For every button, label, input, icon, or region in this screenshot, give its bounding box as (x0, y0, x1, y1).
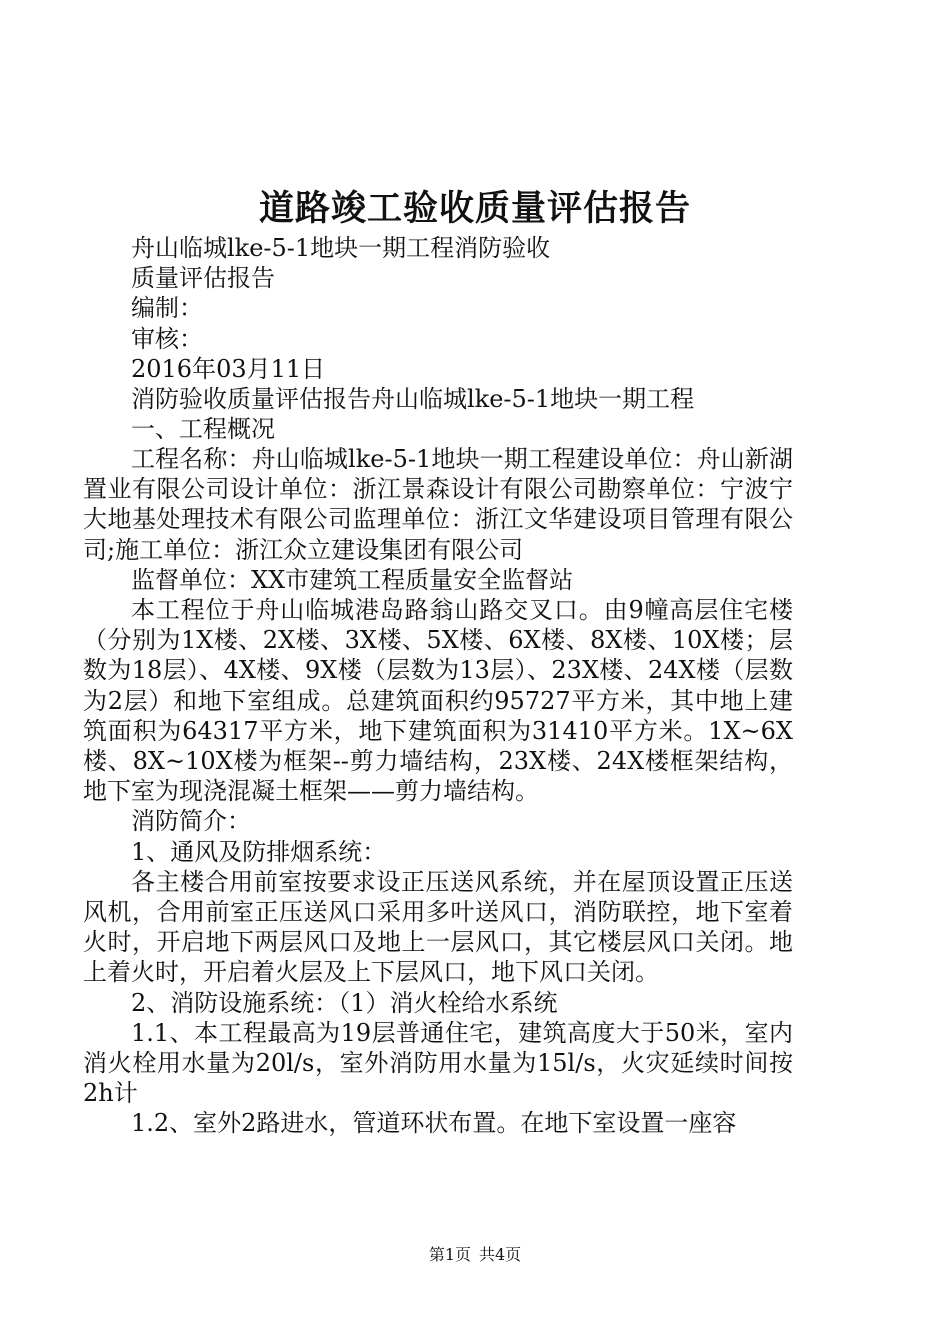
document-title: 道路竣工验收质量评估报告 (258, 188, 691, 229)
paragraph-hydrant-water: 1.1、本工程最高为19层普通住宅，建筑高度大于50米，室内消火栓用水量为20l/s，室外消防用水量为15l/s，火灾延续时间按2h计 (83, 1018, 793, 1108)
subtitle-line-2: 质量评估报告 (131, 264, 275, 293)
report-heading: 消防验收质量评估报告舟山临城lke-5-1地块一期工程 (131, 385, 695, 414)
section-heading-overview: 一、工程概况 (131, 415, 275, 444)
reviewer-label: 审核： (131, 324, 203, 353)
document-body-main (83, 444, 793, 1139)
page-number: 第1页 (428, 1245, 471, 1264)
paragraph-ventilation-heading: 1、通风及防排烟系统： (131, 837, 387, 866)
report-date: 2016年03月11日 (131, 354, 326, 383)
paragraph-supervision: 监督单位：XX市建筑工程质量安全监督站 (131, 565, 574, 594)
paragraph-project-parties: 工程名称：舟山临城lke-5-1地块一期工程建设单位：舟山新湖置业有限公司设计单位：浙江景森设计有限公司勘察单位：宁波宁大地基处理技术有限公司监理单位：浙江文华建设项目管理有限公司;施工单位：浙江众立建设集团有限公司 (83, 445, 793, 564)
paragraph-fire-facilities-heading: 2、消防设施系统：（1）消火栓给水系统 (131, 988, 558, 1017)
document-body (131, 233, 841, 444)
editor-label: 编制： (131, 294, 203, 323)
paragraph-ventilation-detail: 各主楼合用前室按要求设正压送风系统，并在屋顶设置正压送风机，合用前室正压送风口采用多叶送风口，消防联控，地下室着火时，开启地下两层风口及地上一层风口，其它楼层风口关闭。地上着火时，开启着火层及上下层风口，地下风口关闭。 (83, 867, 793, 987)
paragraph-project-description: 本工程位于舟山临城港岛路翁山路交叉口。由9幢高层住宅楼（分别为1X楼、2X楼、3X楼、5X楼、6X楼、8X楼、10X楼；层数为18层）、4X楼、9X楼（层数为13层）、23X楼、24X楼（层数为2层）和地下室组成。总建筑面积约95727平方米，其中地上建筑面积为64317平方米，地下建筑面积为31410平方米。1X~6X楼、8X~10X楼为框架--剪力墙结构，23X楼、24X楼框架结构，地下室为现浇混凝土框架——剪力墙结构。 (83, 596, 793, 806)
page-total: 共4页 (479, 1245, 522, 1264)
subtitle-line-1: 舟山临城lke-5-1地块一期工程消防验收 (131, 234, 551, 262)
paragraph-fire-intro: 消防简介： (131, 807, 251, 836)
paragraph-outdoor-water: 1.2、室外2路进水，管道环状布置。在地下室设置一座容 (131, 1109, 737, 1138)
page-footer (0, 1244, 950, 1266)
